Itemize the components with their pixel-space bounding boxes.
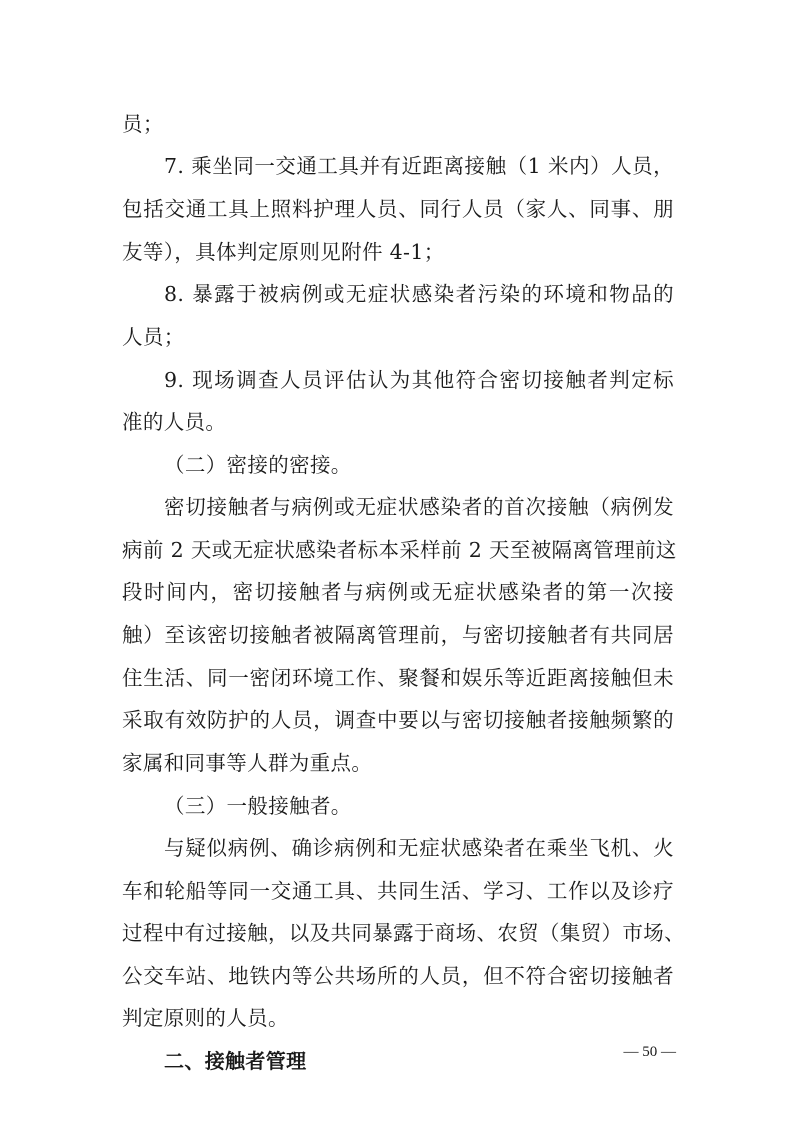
paragraph-3-line-2: 车和轮船等同一交通工具、共同生活、学习、工作以及诊疗 bbox=[122, 879, 674, 903]
subheading-general-contacts: （三）一般接触者。 bbox=[164, 794, 352, 818]
paragraph-2-line-7: 家属和同事等人群为重点。 bbox=[122, 751, 373, 775]
list-item-8-line-2: 人员； bbox=[122, 325, 185, 349]
paragraph-2-line-3: 段时间内，密切接触者与病例或无症状感染者的第一次接 bbox=[122, 580, 674, 604]
list-item-9-line-2: 准的人员。 bbox=[122, 410, 227, 434]
paragraph-2-line-5: 住生活、同一密闭环境工作、聚餐和娱乐等近距离接触但未 bbox=[122, 666, 674, 690]
paragraph-3-line-5: 判定原则的人员。 bbox=[122, 1006, 289, 1030]
paragraph-2-line-2: 病前 2 天或无症状感染者标本采样前 2 天至被隔离管理前这 bbox=[122, 538, 677, 562]
list-item-7-line-1: 7. 乘坐同一交通工具并有近距离接触（1 米内）人员， bbox=[164, 154, 674, 178]
paragraph-3-line-4: 公交车站、地铁内等公共场所的人员，但不符合密切接触者 bbox=[122, 964, 674, 988]
paragraph-2-line-4: 触）至该密切接触者被隔离管理前，与密切接触者有共同居 bbox=[122, 623, 674, 647]
list-item-7-line-2: 包括交通工具上照料护理人员、同行人员（家人、同事、朋 bbox=[122, 197, 674, 221]
paragraph-3-line-1: 与疑似病例、确诊病例和无症状感染者在乘坐飞机、火 bbox=[164, 836, 674, 860]
list-item-8-line-1: 8. 暴露于被病例或无症状感染者污染的环境和物品的 bbox=[164, 282, 674, 306]
list-item-7-line-3: 友等），具体判定原则见附件 4-1； bbox=[122, 240, 445, 264]
list-item-9-line-1: 9. 现场调查人员评估认为其他符合密切接触者判定标 bbox=[164, 368, 674, 392]
page-number: — 50 — bbox=[623, 1044, 676, 1060]
paragraph-2-line-6: 采取有效防护的人员，调查中要以与密切接触者接触频繁的 bbox=[122, 708, 674, 732]
paragraph-2-line-1: 密切接触者与病例或无症状感染者的首次接触（病例发 bbox=[164, 495, 674, 519]
section-heading-contact-management: 二、接触者管理 bbox=[164, 1049, 307, 1073]
paragraph-3-line-3: 过程中有过接触，以及共同暴露于商场、农贸（集贸）市场、 bbox=[122, 921, 685, 945]
subheading-close-contacts-of-close-contacts: （二）密接的密接。 bbox=[164, 453, 352, 477]
text-line-continuation: 员； bbox=[122, 112, 164, 136]
